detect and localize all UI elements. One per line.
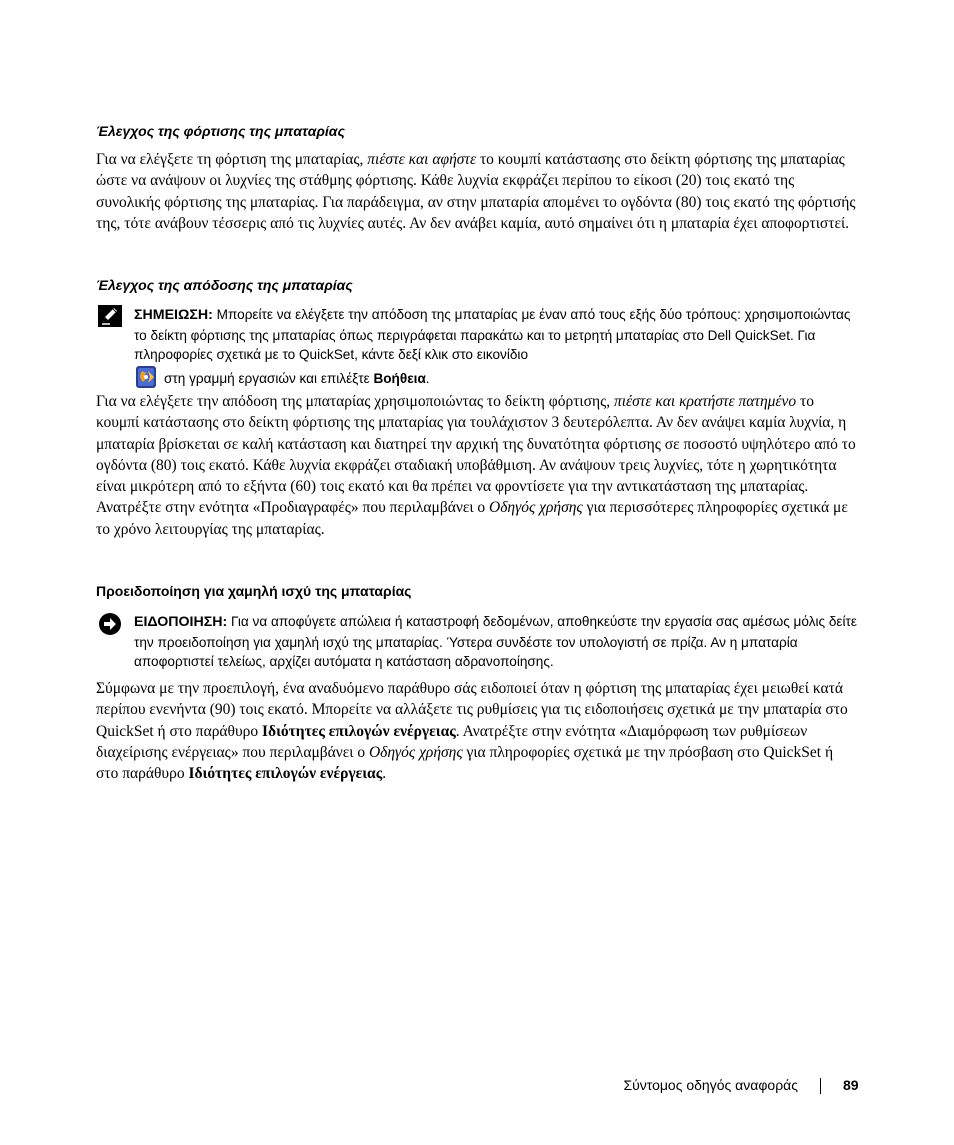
text-run: . [425, 370, 430, 386]
text-run: για πληροφορίες σχετικά με την πρόσβαση στο QuickSet ή στο παράθυρο [96, 743, 834, 783]
text-run: Για να ελέγξετε την απόδοση της μπαταρίας χρησιμοποιώντας το δείκτη φόρτισης, [96, 393, 614, 410]
notice-label: ΕΙΔΟΠΟΙΗΣΗ: [134, 614, 228, 630]
paragraph-battery-health [96, 391, 858, 540]
text-run: για περισσότερες πληροφορίες σχετικά με το χρόνο λειτουργίας της μπαταρίας. [96, 499, 848, 538]
note-block [96, 305, 858, 389]
text-run: το κουμπί κατάστασης στο δείκτη φόρτισης της μπαταρίας ώστε να ανάψουν οι λυχνίες της στάθμης φόρτισης. Κάθε λυχνία εκφράζει περίπου το είκοσι (20) τοις εκατό της συνολικής φόρτισης της μπαταρίας. Για παράδειγμα, αν στην μπαταρία απομένει το ογδόντα (80) τοις εκατό της φόρτισής της, τότε ανάβουν τέσσερις από τις λυχνίες αυτές. Αν δεν ανάβει καμία, αυτό σημαίνει ότι η μπαταρία έχει αποφορτιστεί. [96, 151, 856, 232]
paragraph-low-battery [96, 678, 858, 784]
section-heading-battery-health: Έλεγχος της απόδοσης της μπαταρίας [96, 277, 353, 293]
text-run: το κουμπί κατάστασης στο δείκτη φόρτισης της μπαταρίας για τουλάχιστον 3 δευτερόλεπτα. Αν δεν ανάψει καμία λυχνία, η μπαταρία βρίσκεται σε καλή κατάσταση και διατηρεί την αρχική της δυνατότητα φόρτισης σε ποσοστό υψηλότερο από το ογδόντα (80) τοις εκατό. Κάθε λυχνία εκφράζει σταδιακή υποβάθμιση. Αν ανάψουν τρεις λυχνίες, τότε η χωρητικότητα είναι μικρότερη από το εξήντα (60) τοις εκατό και θα πρέπει να φροντίσετε για την αντικατάσταση της μπαταρίας. Ανατρέξτε στην ενότητα «Προδιαγραφές» που περιλαμβάνει ο [96, 393, 856, 517]
section-heading-battery-charge: Έλεγχος της φόρτισης της μπαταρίας [96, 123, 345, 139]
notice-block [96, 612, 858, 672]
text-run: στη γραμμή εργασιών και επιλέξτε [164, 370, 374, 386]
italic-text: Οδηγός χρήσης [368, 743, 463, 761]
italic-text: πιέστε και κρατήστε πατημένο [613, 393, 797, 410]
page-number: 89 [843, 1077, 859, 1093]
notice-arrow-icon [98, 612, 122, 641]
bold-text: Ιδιότητες επιλογών ενέργειας [262, 722, 456, 740]
text-run: Για να αποφύγετε απώλεια ή καταστροφή δεδομένων, αποθηκεύστε την εργασία σας αμέσως μόλις δείτε την προειδοποίηση για χαμηλή ισχύ της μπαταρίας. Ύστερα συνδέστε τον υπολογιστή σε πρίζα. Αν η μπαταρία αποφορτιστεί τελείως, αρχίζει αυτόματα η κατάσταση αδρανοποίησης. [134, 614, 857, 669]
italic-text: πιέστε και αφήστε [367, 151, 477, 168]
note-label: ΣΗΜΕΙΩΣΗ: [134, 307, 213, 323]
text-run: Σύμφωνα με την προεπιλογή, ένα αναδυόμενο παράθυρο σάς ειδοποιεί όταν η φόρτιση της μπαταρίας έχει μειωθεί κατά περίπου ενενήντα (90) τοις εκατό. Μπορείτε να αλλάξετε τις ρυθμίσεις για τις ειδοποιήσεις σχετικά με την μπαταρία στο QuickSet ή στο παράθυρο [96, 680, 848, 740]
italic-text: Οδηγός χρήσης [489, 499, 583, 517]
text-run: . [382, 765, 387, 783]
paragraph-battery-charge [96, 149, 858, 234]
footer-title: Σύντομος οδηγός αναφοράς [623, 1077, 798, 1093]
note-text [134, 305, 858, 389]
text-run: Για να ελέγξετε τη φόρτιση της μπαταρίας, [96, 151, 368, 168]
text-run: . Ανατρέξτε στην ενότητα «Διαμόρφωση των ρυθμίσεων διαχείρισης ενέργειας» που περιλαμβάνει ο [96, 722, 808, 761]
note-pencil-icon [98, 305, 122, 332]
quickset-icon [134, 365, 160, 389]
notice-text [134, 612, 858, 672]
section-heading-low-battery: Προειδοποίηση για χαμηλή ισχύ της μπαταρίας [96, 583, 412, 599]
text-run: Μπορείτε να ελέγξετε την απόδοση της μπαταρίας με έναν από τους εξής δύο τρόπους: χρησιμοποιώντας το δείκτη φόρτισης της μπαταρίας όπως περιγράφεται παρακάτω και το μετρητή μπαταρίας στο Dell QuickSet. Για πληροφορίες σχετικά με το QuickSet, κάντε δεξί κλικ στο εικονίδιο [134, 307, 851, 362]
bold-text: Ιδιότητες επιλογών ενέργειας [188, 765, 383, 783]
help-bold: Βοήθεια [373, 370, 426, 386]
footer-separator [820, 1078, 821, 1094]
